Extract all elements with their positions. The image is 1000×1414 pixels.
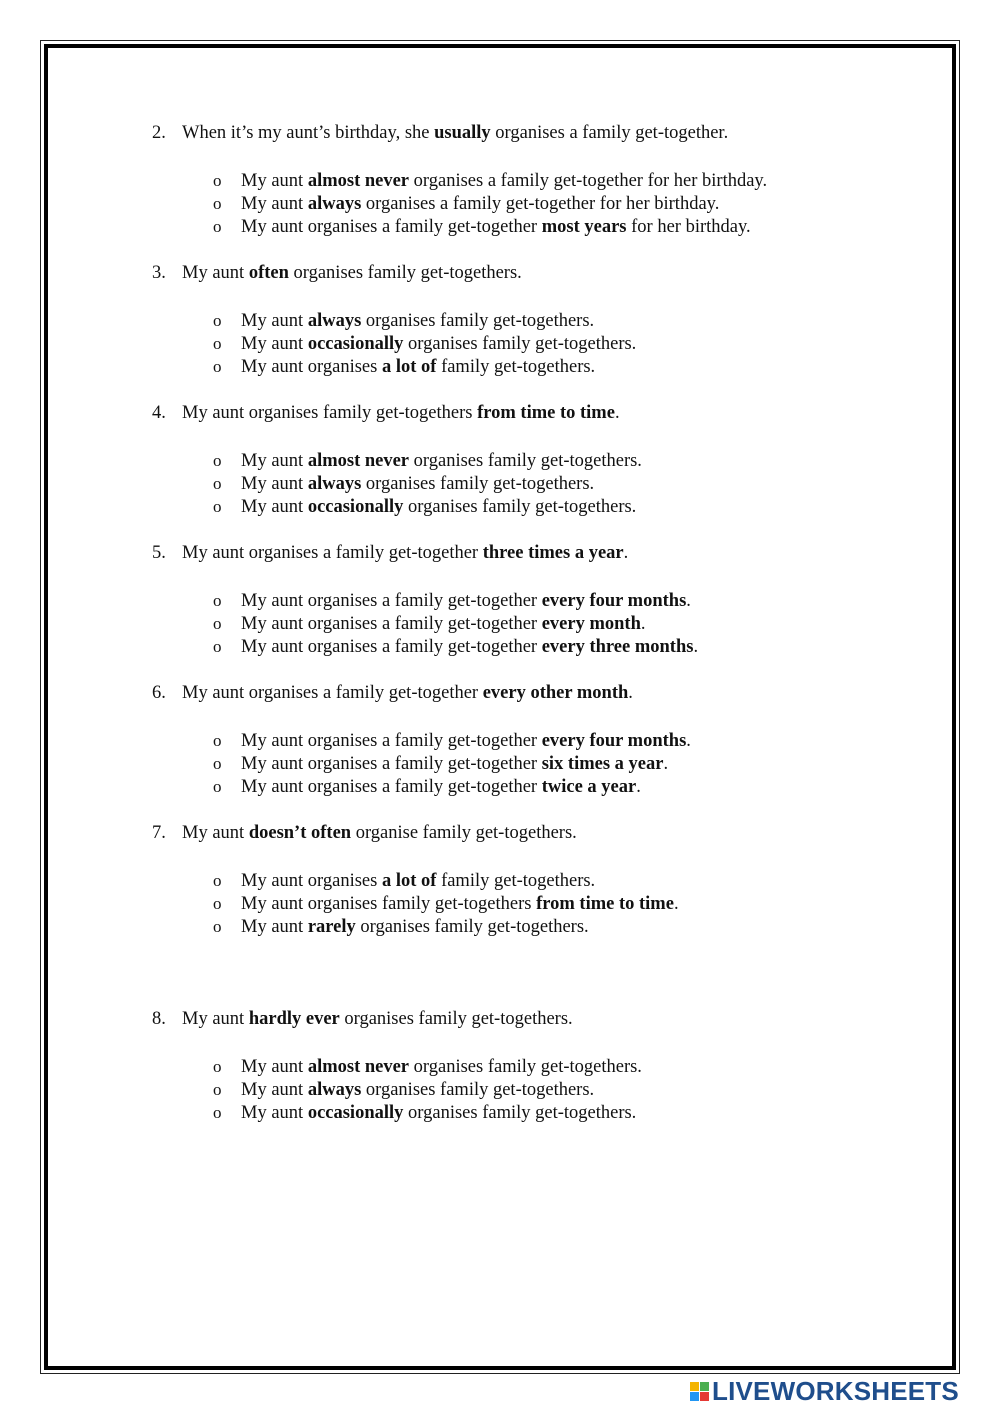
answer-option[interactable] (213, 449, 642, 473)
text-segment: . (614, 403, 620, 423)
text-segment: My aunt organises (241, 357, 382, 377)
keyword: every month (541, 614, 641, 634)
text-segment: My aunt organises family get-togethers (241, 894, 537, 914)
text-segment: family get-togethers. (436, 357, 596, 377)
question-5 (152, 542, 628, 565)
text-segment: family get-togethers. (436, 871, 596, 891)
question-4 (152, 402, 620, 425)
question-8 (152, 1008, 573, 1031)
text-segment: organises family get-togethers. (409, 1057, 642, 1077)
liveworksheets-logo-icon (690, 1382, 709, 1401)
question-6 (152, 682, 633, 705)
text-segment: My aunt (241, 474, 308, 494)
text-segment: . (623, 543, 629, 563)
keyword: doesn’t often (248, 823, 352, 843)
text-segment: My aunt (241, 194, 308, 214)
text-segment: . (673, 894, 679, 914)
keyword: six times a year (541, 754, 664, 774)
option-bullet[interactable]: o (213, 1057, 222, 1076)
text-segment: for her birthday. (626, 217, 751, 237)
option-bullet[interactable]: o (213, 871, 222, 890)
keyword: rarely (307, 917, 356, 937)
answer-option[interactable] (213, 332, 636, 356)
option-bullet[interactable]: o (213, 731, 222, 750)
text-segment: My aunt (241, 334, 308, 354)
answer-option[interactable] (213, 495, 636, 519)
text-segment: My aunt organises a family get-together (241, 754, 542, 774)
keyword: every three months (541, 637, 694, 657)
text-segment: When it’s my aunt’s birthday, she (182, 123, 435, 143)
answer-option[interactable] (213, 589, 691, 613)
page-inner-border (44, 44, 956, 1370)
text-segment: organises family get-togethers. (355, 917, 589, 937)
text-segment: My aunt (182, 263, 249, 283)
answer-option[interactable] (213, 192, 719, 216)
text-segment: . (640, 614, 646, 634)
text-segment: organise family get-togethers. (351, 823, 577, 843)
keyword: almost never (307, 451, 410, 471)
text-segment: My aunt organises a family get-together (241, 614, 542, 634)
question-2 (152, 122, 728, 145)
option-bullet[interactable]: o (213, 334, 222, 353)
answer-option[interactable] (213, 915, 589, 939)
text-segment: . (693, 637, 699, 657)
text-segment: organises family get-togethers. (361, 1080, 595, 1100)
option-bullet[interactable]: o (213, 894, 222, 913)
keyword: often (248, 263, 289, 283)
text-segment: My aunt organises a family get-together (241, 777, 542, 797)
keyword: every other month (482, 683, 629, 703)
keyword: occasionally (307, 334, 404, 354)
text-segment: My aunt (241, 1080, 308, 1100)
text-segment: organises a family get-together for her birthday. (409, 171, 768, 191)
keyword: a lot of (381, 871, 437, 891)
text-segment: My aunt (241, 1103, 308, 1123)
keyword: a lot of (381, 357, 437, 377)
text-segment: . (628, 683, 633, 703)
answer-option[interactable] (213, 635, 698, 659)
answer-option[interactable] (213, 1101, 636, 1125)
text-segment: My aunt organises a family get-together (241, 591, 542, 611)
text-segment: My aunt (182, 1009, 249, 1029)
text-segment: organises family get-togethers. (403, 334, 637, 354)
text-segment: organises family get-togethers. (403, 497, 637, 517)
keyword: occasionally (307, 497, 404, 517)
answer-option[interactable] (213, 869, 595, 893)
answer-option[interactable] (213, 472, 594, 496)
keyword: every four months (541, 731, 687, 751)
text-segment: My aunt (241, 1057, 308, 1077)
text-segment: organises family get-togethers. (409, 451, 642, 471)
text-segment: organises a family get-together. (490, 123, 729, 143)
keyword: almost never (307, 171, 410, 191)
text-segment: My aunt organises a family get-together (182, 543, 483, 563)
text-segment: organises family get-togethers. (361, 311, 595, 331)
option-bullet[interactable]: o (213, 754, 222, 773)
keyword: three times a year (482, 543, 624, 563)
question-7 (152, 822, 577, 845)
answer-option[interactable] (213, 729, 691, 753)
keyword: always (307, 194, 362, 214)
answer-option[interactable] (213, 1078, 594, 1102)
text-segment: . (663, 754, 669, 774)
keyword: from time to time (477, 403, 615, 423)
option-bullet[interactable]: o (213, 591, 222, 610)
text-segment: My aunt organises a family get-together (241, 637, 542, 657)
text-segment: My aunt organises (241, 871, 382, 891)
option-bullet[interactable]: o (213, 171, 222, 190)
keyword: always (307, 1080, 362, 1100)
text-segment: . (686, 591, 691, 611)
option-bullet[interactable]: o (213, 1080, 222, 1099)
option-bullet[interactable]: o (213, 777, 222, 796)
answer-option[interactable] (213, 775, 641, 799)
answer-option[interactable] (213, 1055, 642, 1079)
option-bullet[interactable]: o (213, 1103, 222, 1122)
answer-option[interactable] (213, 355, 595, 379)
text-segment: organises a family get-together for her birthday. (361, 194, 720, 214)
question-number: 4. (152, 403, 166, 423)
keyword: almost never (307, 1057, 410, 1077)
text-segment: My aunt organises a family get-together (182, 683, 483, 703)
text-segment: My aunt (241, 451, 308, 471)
answer-option[interactable] (213, 309, 594, 333)
text-segment: . (686, 731, 691, 751)
text-segment: My aunt (241, 917, 308, 937)
keyword: from time to time (536, 894, 674, 914)
answer-option[interactable] (213, 215, 751, 239)
text-segment: My aunt (241, 171, 308, 191)
option-bullet[interactable]: o (213, 451, 222, 470)
question-number: 5. (152, 543, 166, 563)
logo-text: LIVEWORKSHEETS (712, 1375, 959, 1406)
keyword: always (307, 311, 362, 331)
option-bullet[interactable]: o (213, 474, 222, 493)
question-number: 3. (152, 263, 166, 283)
text-segment: organises family get-togethers. (403, 1103, 637, 1123)
keyword: hardly ever (248, 1009, 340, 1029)
answer-option[interactable] (213, 169, 767, 193)
liveworksheets-logo[interactable] (690, 1376, 959, 1406)
option-bullet[interactable]: o (213, 497, 222, 516)
text-segment: organises family get-togethers. (361, 474, 595, 494)
option-bullet[interactable]: o (213, 614, 222, 633)
text-segment: organises family get-togethers. (288, 263, 522, 283)
text-segment: My aunt (241, 311, 308, 331)
option-bullet[interactable]: o (213, 194, 222, 213)
text-segment: My aunt (241, 497, 308, 517)
keyword: usually (434, 123, 491, 143)
question-3 (152, 262, 522, 285)
option-bullet[interactable]: o (213, 311, 222, 330)
text-segment: My aunt (182, 823, 249, 843)
keyword: every four months (541, 591, 687, 611)
text-segment: organises family get-togethers. (339, 1009, 573, 1029)
answer-option[interactable] (213, 752, 668, 776)
question-number: 8. (152, 1009, 166, 1029)
text-segment: My aunt organises a family get-together (241, 731, 542, 751)
keyword: twice a year (541, 777, 637, 797)
text-segment: My aunt organises a family get-together (241, 217, 542, 237)
option-bullet[interactable]: o (213, 357, 222, 376)
option-bullet[interactable]: o (213, 917, 222, 936)
option-bullet[interactable]: o (213, 217, 222, 236)
text-segment: My aunt organises family get-togethers (182, 403, 478, 423)
answer-option[interactable] (213, 612, 646, 636)
keyword: most years (541, 217, 627, 237)
answer-option[interactable] (213, 892, 679, 916)
question-number: 2. (152, 123, 166, 143)
option-bullet[interactable]: o (213, 637, 222, 656)
question-number: 6. (152, 683, 166, 703)
text-segment: . (636, 777, 641, 797)
keyword: always (307, 474, 362, 494)
question-number: 7. (152, 823, 166, 843)
keyword: occasionally (307, 1103, 404, 1123)
